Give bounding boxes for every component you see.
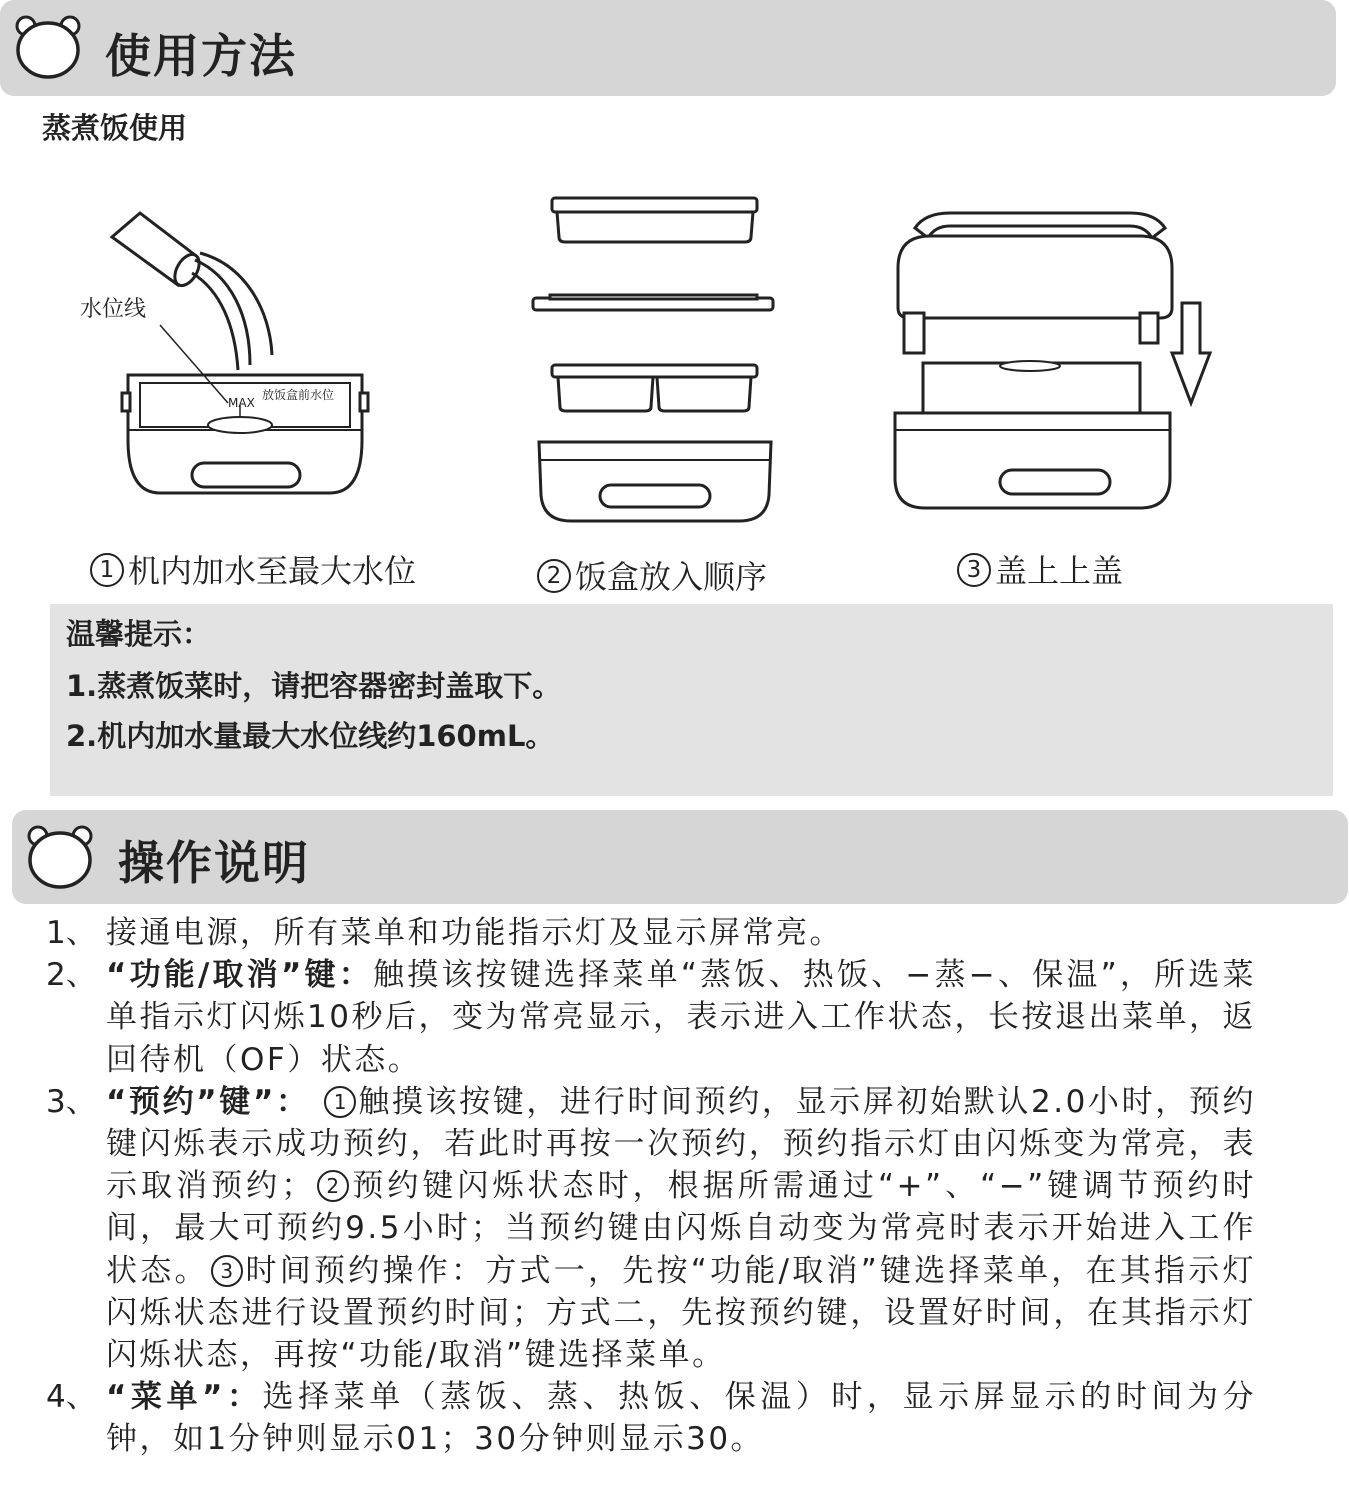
- item-number: 4、: [46, 1379, 97, 1416]
- subtitle-steam-rice: 蒸煮饭使用: [42, 111, 188, 145]
- label-max: MAX: [228, 396, 255, 410]
- operation-item-1: [46, 912, 1256, 954]
- tips-title: 温馨提示：: [66, 617, 212, 651]
- tips-line-1: 1.蒸煮饭菜时，请把容器密封盖取下。: [66, 669, 562, 703]
- bear-head-icon: [14, 12, 82, 84]
- circled-number: 3: [211, 1255, 243, 1287]
- section-title-usage: 使用方法: [105, 29, 297, 83]
- item-keyword: “菜单”：: [106, 1379, 263, 1416]
- figure-box-order: [525, 195, 785, 529]
- item-number: 1、: [46, 915, 97, 951]
- item-text: 触摸该按键，进行时间预约，显示屏初始默认2.0小时，预约键闪烁表示成功预约，若此时再按一次预约，预约指示灯由闪烁变为常亮，表示取消预约；: [106, 1083, 1256, 1205]
- operation-item-2: [46, 954, 1256, 1081]
- tips-box: [50, 604, 1333, 796]
- item-keyword: “功能/取消”键：: [106, 957, 373, 994]
- item-text: 选择菜单（蒸饭、蒸、热饭、保温）时，显示屏显示的时间为分钟，如1分钟则显示01；30分钟则显示30。: [106, 1379, 1257, 1458]
- caption-step3: [957, 546, 1123, 592]
- step-number-2: 2: [537, 559, 571, 593]
- caption-step2: [537, 552, 767, 598]
- item-number: 3、: [46, 1083, 97, 1120]
- step-number-1: 1: [90, 553, 124, 587]
- item-number: 2、: [46, 957, 97, 994]
- label-before-box: 放饭盒前水位: [262, 388, 335, 402]
- operation-item-3: [46, 1081, 1256, 1376]
- figure-add-water: [100, 205, 380, 509]
- bear-head-icon: [26, 822, 94, 894]
- figure-cover-lid: [890, 208, 1220, 522]
- item-text: 预约键闪烁状态时，根据所需通过“+”、“−”键调节预约时间，最大可预约9.5小时；当预约键由闪烁自动变为常亮时表示开始进入工作状态。: [106, 1168, 1257, 1289]
- tips-line-2: 2.机内加水量最大水位线约160mL。: [66, 719, 555, 753]
- item-keyword: “预约”键”：: [106, 1083, 310, 1120]
- operation-list: [46, 912, 1256, 1461]
- item-text: 时间预约操作：方式一，先按“功能/取消”键选择菜单，在其指示灯闪烁状态进行设置预约时间；方式二，先按预约键，设置好时间，在其指示灯闪烁状态，再按“功能/取消”键选择菜单。: [106, 1252, 1257, 1374]
- caption-step1: [90, 546, 416, 592]
- circled-number: 2: [317, 1170, 349, 1202]
- caption-step2-text: 饭盒放入顺序: [575, 558, 768, 596]
- caption-step1-text: 机内加水至最大水位: [128, 552, 417, 590]
- operation-item-4: [46, 1376, 1256, 1460]
- step-number-3: 3: [957, 553, 991, 587]
- label-water-line: 水位线: [80, 297, 147, 322]
- circled-number: 1: [324, 1086, 356, 1118]
- item-text: 接通电源，所有菜单和功能指示灯及显示屏常亮。: [106, 915, 843, 951]
- section-title-operation: 操作说明: [118, 836, 310, 890]
- caption-step3-text: 盖上上盖: [995, 552, 1124, 590]
- item-text: 触摸该按键选择菜单“蒸饭、热饭、−蒸−、保温”，所选菜单指示灯闪烁10秒后，变为常亮显示，表示进入工作状态，长按退出菜单，返回待机（OF）状态。: [106, 957, 1256, 1078]
